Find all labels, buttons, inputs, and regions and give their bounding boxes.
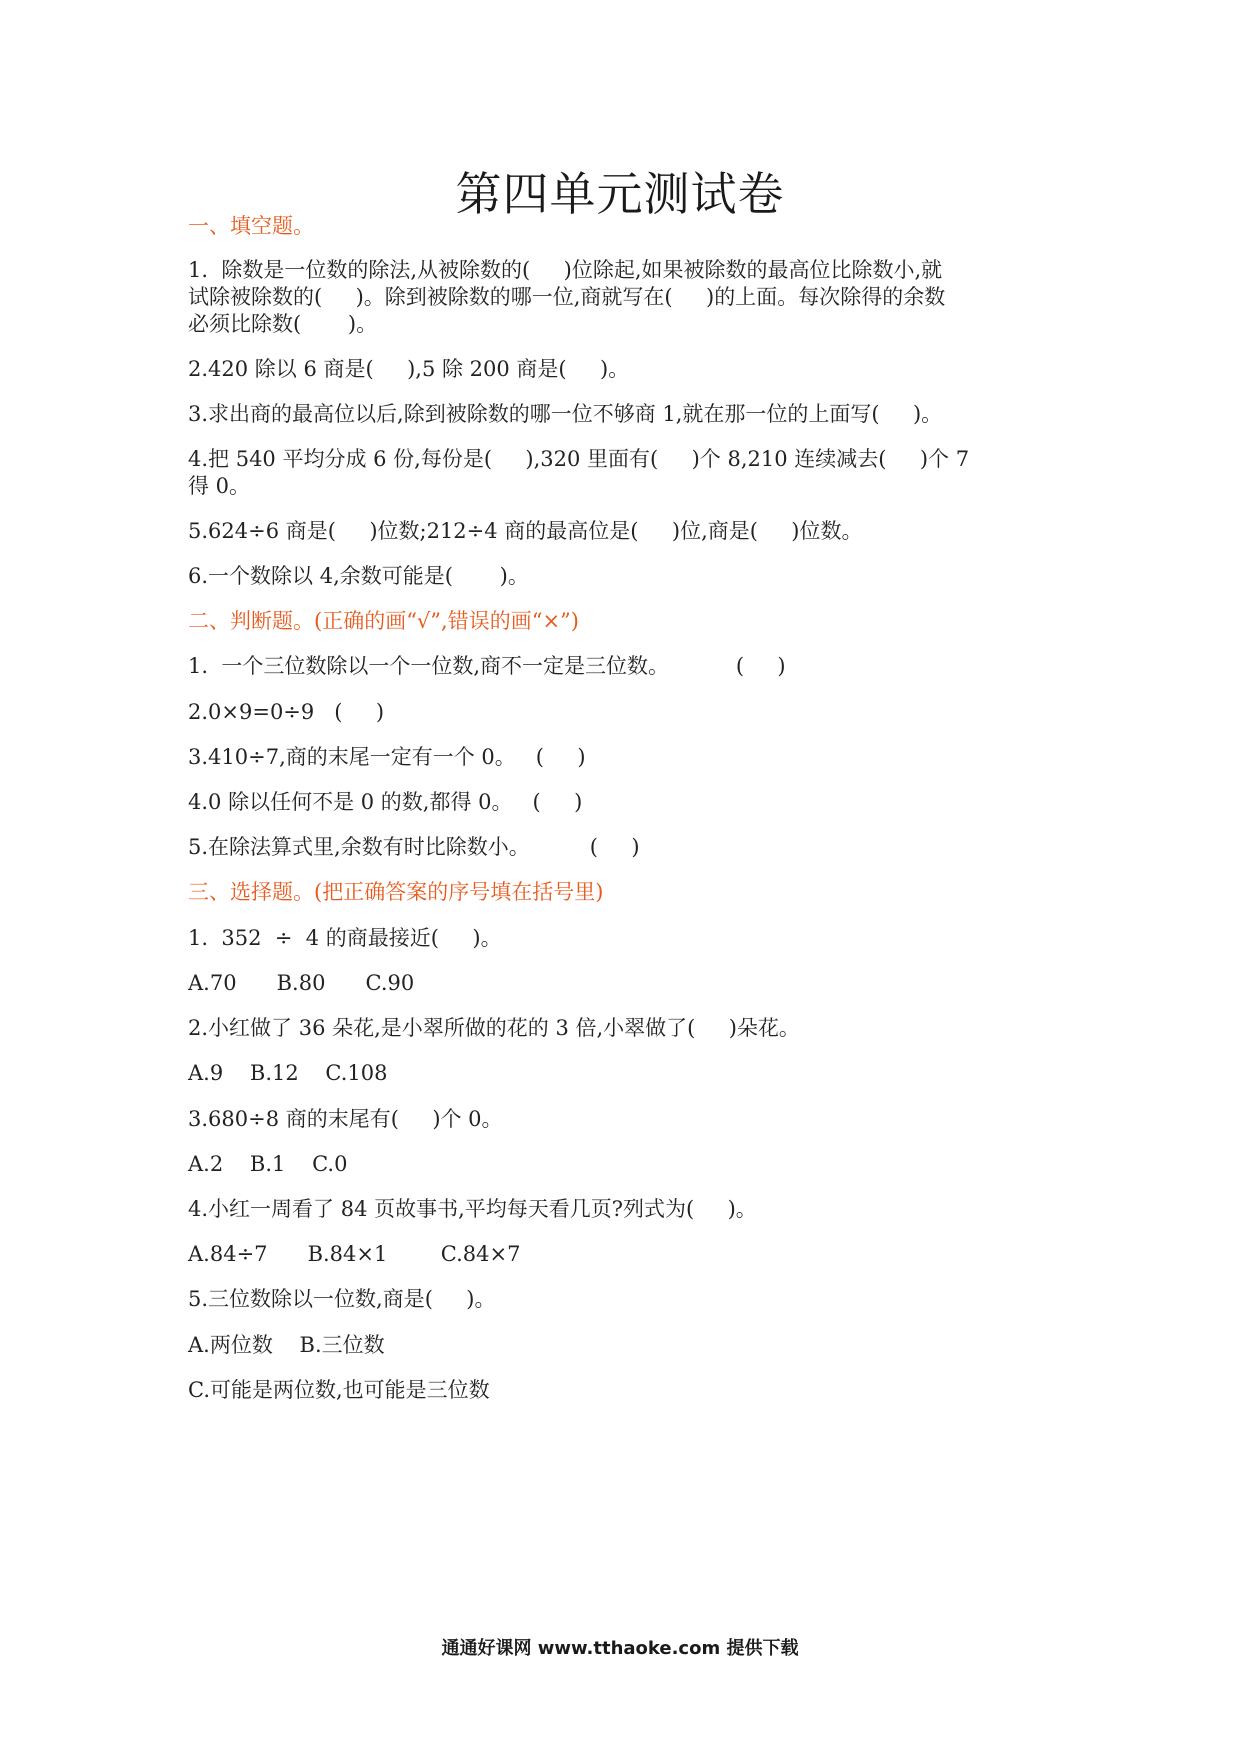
- choice-q1-options: A.70 B.80 C.90: [188, 971, 415, 995]
- choice-q2: 2.小红做了 36 朵花,是小翠所做的花的 3 倍,小翠做了( )朵花。: [188, 1016, 800, 1040]
- choice-q2-options: A.9 B.12 C.108: [188, 1061, 388, 1085]
- fill-in-q6: 6.一个数除以 4,余数可能是( )。: [188, 564, 529, 588]
- section-heading-multiple-choice: 三、选择题。(把正确答案的序号填在括号里): [188, 880, 604, 904]
- choice-q5: 5.三位数除以一位数,商是( )。: [188, 1287, 496, 1311]
- fill-in-q1-line1: 1. 除数是一位数的除法,从被除数的( )位除起,如果被除数的最高位比除数小,就: [188, 258, 943, 282]
- fill-in-q1-line3: 必须比除数( )。: [188, 312, 378, 336]
- fill-in-q1-line2: 试除被除数的( )。除到被除数的哪一位,商就写在( )的上面。每次除得的余数: [188, 285, 946, 309]
- choice-q4-options: A.84÷7 B.84×1 C.84×7: [188, 1242, 521, 1266]
- section-heading-fill-in: 一、填空题。: [188, 214, 314, 238]
- true-false-q2: 2.0×9=0÷9 ( ): [188, 700, 385, 724]
- fill-in-q4-line1: 4.把 540 平均分成 6 份,每份是( ),320 里面有( )个 8,210 连续减去( )个 7: [188, 447, 970, 471]
- true-false-q4: 4.0 除以任何不是 0 的数,都得 0。 ( ): [188, 790, 583, 814]
- fill-in-q5: 5.624÷6 商是( )位数;212÷4 商的最高位是( )位,商是( )位数。: [188, 519, 863, 543]
- true-false-q5: 5.在除法算式里,余数有时比除数小。 ( ): [188, 835, 640, 859]
- choice-q5-option-c: C.可能是两位数,也可能是三位数: [188, 1378, 490, 1402]
- section-heading-true-false: 二、判断题。(正确的画“√”,错误的画“×”): [188, 609, 579, 633]
- fill-in-q3: 3.求出商的最高位以后,除到被除数的哪一位不够商 1,就在那一位的上面写( )。: [188, 402, 943, 426]
- page-title: 第四单元测试卷: [455, 167, 785, 221]
- true-false-q3: 3.410÷7,商的末尾一定有一个 0。 ( ): [188, 745, 586, 769]
- true-false-q1: 1. 一个三位数除以一个一位数,商不一定是三位数。 ( ): [188, 654, 786, 678]
- choice-q5-options: A.两位数 B.三位数: [188, 1333, 385, 1357]
- choice-q3-options: A.2 B.1 C.0: [188, 1152, 348, 1176]
- footer-source-note: 通通好课网 www.tthaoke.com 提供下载: [441, 1638, 799, 1659]
- choice-q3: 3.680÷8 商的末尾有( )个 0。: [188, 1107, 503, 1131]
- choice-q1: 1. 352 ÷ 4 的商最接近( )。: [188, 926, 502, 950]
- fill-in-q4-line2: 得 0。: [188, 474, 251, 498]
- choice-q4: 4.小红一周看了 84 页故事书,平均每天看几页?列式为( )。: [188, 1197, 757, 1221]
- fill-in-q2: 2.420 除以 6 商是( ),5 除 200 商是( )。: [188, 357, 630, 381]
